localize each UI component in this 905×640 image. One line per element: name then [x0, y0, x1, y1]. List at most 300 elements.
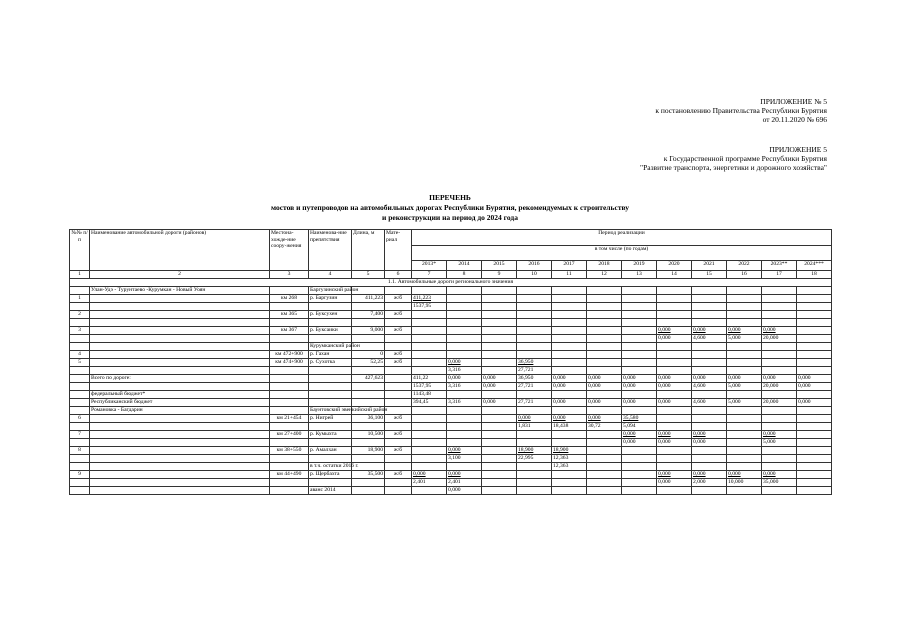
table-cell: 2,401	[412, 479, 447, 487]
table-cell: ж/б	[385, 327, 412, 335]
table-cell	[447, 343, 482, 351]
table-cell: 0,000	[727, 327, 762, 335]
table-cell: 1537,95	[412, 383, 447, 391]
column-number: 12	[587, 271, 622, 279]
table-cell	[657, 463, 692, 471]
column-number: 5	[352, 271, 385, 279]
table-cell	[727, 295, 762, 303]
table-cell	[552, 391, 587, 399]
table-cell	[90, 311, 270, 319]
table-cell	[622, 455, 657, 463]
table-cell	[309, 479, 352, 487]
year-header: 2017	[552, 261, 587, 271]
table-cell	[727, 423, 762, 431]
table-cell: р. Кумыхта	[309, 431, 352, 439]
table-cell	[762, 311, 797, 319]
table-cell	[657, 391, 692, 399]
table-row	[70, 375, 832, 383]
table-cell	[447, 303, 482, 311]
table-cell	[692, 343, 727, 351]
table-row	[70, 455, 832, 463]
table-cell	[552, 335, 587, 343]
table-cell	[587, 455, 622, 463]
table-cell	[352, 455, 385, 463]
table-cell	[552, 367, 587, 375]
table-cell	[727, 447, 762, 455]
table-cell	[797, 351, 832, 359]
table-cell	[482, 479, 517, 487]
table-cell	[552, 327, 587, 335]
table-cell: км 474+900	[270, 359, 309, 367]
table-cell: 0,000	[727, 375, 762, 383]
table-cell	[412, 463, 447, 471]
document-title	[120, 193, 780, 223]
table-cell	[447, 391, 482, 399]
table-cell	[90, 447, 270, 455]
table-cell	[692, 303, 727, 311]
table-cell: 52,25	[352, 359, 385, 367]
table-cell	[385, 455, 412, 463]
appendix-program-line2: к Государственной программе Республики Бурятия	[663, 154, 827, 163]
table-cell: 427,623	[352, 375, 385, 383]
table-cell	[412, 447, 447, 455]
table-cell	[352, 399, 385, 407]
table-cell: км 38+550	[270, 447, 309, 455]
header-length: Длина, м	[352, 230, 385, 271]
column-number: 6	[385, 271, 412, 279]
table-cell: 35,000	[762, 479, 797, 487]
table-cell: 1537,95	[412, 303, 447, 311]
table-cell	[70, 391, 90, 399]
table-cell	[587, 295, 622, 303]
table-cell	[270, 335, 309, 343]
table-cell	[447, 351, 482, 359]
table-cell	[762, 407, 797, 415]
table-cell	[727, 359, 762, 367]
table-cell	[270, 391, 309, 399]
table-cell	[309, 439, 352, 447]
table-cell: 411,22	[412, 375, 447, 383]
table-cell	[70, 407, 90, 415]
table-cell: 0,000	[447, 375, 482, 383]
table-cell: 0,000	[657, 479, 692, 487]
table-cell	[352, 479, 385, 487]
table-cell: Баунтовский эвенкийский район	[310, 407, 388, 413]
table-cell	[385, 439, 412, 447]
table-cell	[90, 367, 270, 375]
table-cell	[657, 343, 692, 351]
table-cell	[352, 383, 385, 391]
table-cell	[482, 287, 517, 295]
table-cell	[727, 351, 762, 359]
table-cell: 0,000	[657, 327, 692, 335]
table-cell: 22,995	[517, 455, 552, 463]
table-cell: 9	[70, 471, 90, 479]
table-cell	[692, 487, 727, 495]
title-line2: мостов и путепроводов на автомобильных дорогах Республики Бурятия, рекомендуемых к строительству	[270, 203, 630, 212]
table-cell	[447, 295, 482, 303]
table-cell: 0,000	[587, 375, 622, 383]
table-cell	[385, 423, 412, 431]
table-cell: 36,100	[352, 415, 385, 423]
table-cell	[622, 471, 657, 479]
appendix-program-header	[640, 145, 827, 172]
year-header: 2018	[587, 261, 622, 271]
table-cell: 0	[352, 351, 385, 359]
table-cell	[622, 463, 657, 471]
table-cell	[692, 423, 727, 431]
table-cell	[587, 287, 622, 295]
section-row	[70, 279, 832, 287]
table-cell: р. Амалхан	[309, 447, 352, 455]
table-cell: Всего по дороге:	[90, 375, 270, 383]
table-cell	[797, 439, 832, 447]
table-cell: 0,000	[447, 447, 482, 455]
table-cell: 7	[70, 431, 90, 439]
table-cell: аванс 2014	[309, 487, 352, 495]
table-cell	[70, 479, 90, 487]
table-cell	[70, 319, 90, 327]
table-cell	[657, 303, 692, 311]
table-cell	[447, 287, 482, 295]
column-number-row	[70, 271, 832, 279]
table-cell	[517, 479, 552, 487]
table-cell	[517, 287, 552, 295]
table-cell	[692, 391, 727, 399]
table-cell	[352, 439, 385, 447]
table-cell	[587, 391, 622, 399]
table-cell	[692, 447, 727, 455]
table-cell	[622, 303, 657, 311]
table-cell	[587, 471, 622, 479]
table-cell	[70, 463, 90, 471]
table-row	[70, 471, 832, 479]
table-cell: км 21+454	[270, 415, 309, 423]
table-cell	[385, 287, 412, 295]
table-cell	[90, 383, 270, 391]
header-period: Период реализации	[412, 230, 832, 246]
table-cell	[385, 383, 412, 391]
table-cell	[70, 303, 90, 311]
table-cell	[587, 343, 622, 351]
table-cell	[412, 311, 447, 319]
table-cell	[622, 407, 657, 415]
table-cell	[309, 455, 352, 463]
table-cell	[692, 367, 727, 375]
header-num: №№ п/п	[70, 230, 90, 271]
table-cell	[552, 343, 587, 351]
table-cell	[797, 303, 832, 311]
table-cell	[797, 447, 832, 455]
table-cell: ж/б	[385, 415, 412, 423]
table-cell	[797, 319, 832, 327]
table-cell	[622, 335, 657, 343]
table-cell	[270, 375, 309, 383]
table-cell: Республиканский бюджет	[90, 399, 270, 407]
table-cell: Романовка - Багдарин	[90, 407, 270, 415]
table-cell: Курумканский район	[310, 343, 360, 349]
table-cell	[727, 311, 762, 319]
title-line1: ПЕРЕЧЕНЬ	[429, 193, 471, 202]
table-cell	[309, 391, 352, 399]
table-cell	[270, 487, 309, 495]
table-cell	[517, 463, 552, 471]
table-cell	[70, 487, 90, 495]
table-cell	[797, 479, 832, 487]
table-cell: 394,45	[412, 399, 447, 407]
table-cell	[587, 367, 622, 375]
table-cell	[482, 327, 517, 335]
table-cell	[70, 455, 90, 463]
year-header: 2024***	[797, 261, 832, 271]
table-cell	[552, 439, 587, 447]
table-row	[70, 335, 832, 343]
table-cell	[90, 487, 270, 495]
table-cell	[622, 479, 657, 487]
table-cell: р. Буксухен	[309, 311, 352, 319]
table-cell: 5,000	[727, 399, 762, 407]
table-cell	[352, 335, 385, 343]
column-number: 16	[727, 271, 762, 279]
table-row	[70, 415, 832, 423]
table-cell	[385, 487, 412, 495]
table-cell	[727, 431, 762, 439]
year-header: 2023**	[762, 261, 797, 271]
table-row	[70, 351, 832, 359]
table-cell: федеральный бюджет*	[90, 391, 270, 399]
table-row	[70, 295, 832, 303]
table-cell	[70, 335, 90, 343]
table-cell: 0,000	[657, 431, 692, 439]
table-cell	[385, 303, 412, 311]
table-cell	[657, 287, 692, 295]
table-cell: 411,223	[412, 295, 447, 303]
table-cell: км 472+900	[270, 351, 309, 359]
table-cell	[90, 343, 270, 351]
table-cell	[517, 311, 552, 319]
appendix-5-line3: от 20.11.2020 № 696	[762, 115, 827, 124]
table-cell	[412, 407, 447, 415]
table-cell	[622, 295, 657, 303]
table-cell	[352, 319, 385, 327]
table-cell	[692, 359, 727, 367]
table-cell: р. Нигрей	[309, 415, 352, 423]
table-cell	[90, 303, 270, 311]
table-cell	[727, 455, 762, 463]
column-number: 1	[70, 271, 90, 279]
table-cell	[517, 431, 552, 439]
table-cell	[762, 287, 797, 295]
table-cell	[90, 439, 270, 447]
table-row	[70, 399, 832, 407]
table-cell	[657, 487, 692, 495]
table-cell: 2,000	[692, 479, 727, 487]
table-cell: 0,000	[622, 439, 657, 447]
column-number: 8	[447, 271, 482, 279]
table-cell: 0,000	[727, 471, 762, 479]
table-cell	[482, 311, 517, 319]
table-cell: 0,000	[622, 431, 657, 439]
table-cell	[797, 471, 832, 479]
table-row	[70, 439, 832, 447]
table-cell: 0,000	[692, 375, 727, 383]
table-cell	[762, 455, 797, 463]
table-cell	[309, 375, 352, 383]
table-cell: 0,000	[622, 375, 657, 383]
table-cell: 0,000	[622, 383, 657, 391]
table-cell	[587, 439, 622, 447]
table-cell	[90, 351, 270, 359]
table-cell: 0,000	[657, 399, 692, 407]
table-cell	[622, 311, 657, 319]
table-cell	[385, 367, 412, 375]
header-by-years: в том числе (по годам)	[412, 245, 832, 261]
table-cell: 0,000	[587, 399, 622, 407]
table-cell	[657, 367, 692, 375]
table-cell	[657, 351, 692, 359]
table-cell	[517, 351, 552, 359]
table-cell	[552, 287, 587, 295]
table-cell	[352, 391, 385, 399]
table-cell: 27,721	[517, 367, 552, 375]
table-cell	[727, 367, 762, 375]
table-cell	[352, 487, 385, 495]
table-cell	[447, 335, 482, 343]
column-number: 9	[482, 271, 517, 279]
table-cell	[385, 463, 412, 471]
table-row	[70, 311, 832, 319]
table-cell	[90, 415, 270, 423]
table-row	[70, 383, 832, 391]
table-cell	[727, 319, 762, 327]
table-cell	[90, 359, 270, 367]
table-cell	[657, 423, 692, 431]
table-cell	[412, 343, 447, 351]
table-cell	[657, 455, 692, 463]
table-cell: 10,000	[727, 479, 762, 487]
table-cell: Улан-Удэ - Турунтаево -Курумкан - Новый Уоян	[90, 287, 270, 295]
table-cell: 0,000	[447, 471, 482, 479]
table-cell	[270, 399, 309, 407]
table-cell: 18,900	[517, 447, 552, 455]
table-cell	[447, 311, 482, 319]
table-cell	[90, 423, 270, 431]
table-cell	[762, 359, 797, 367]
table-cell	[797, 367, 832, 375]
table-cell: 4,600	[692, 383, 727, 391]
table-cell	[762, 343, 797, 351]
table-cell	[482, 439, 517, 447]
table-cell	[90, 463, 270, 471]
table-row	[70, 431, 832, 439]
year-header: 2014	[447, 261, 482, 271]
table-cell	[727, 407, 762, 415]
table-cell	[385, 391, 412, 399]
table-cell	[692, 463, 727, 471]
table-cell: 0,000	[692, 431, 727, 439]
table-cell	[447, 327, 482, 335]
table-cell	[622, 447, 657, 455]
year-header: 2022	[727, 261, 762, 271]
table-cell: 36,950	[517, 359, 552, 367]
table-cell	[309, 399, 352, 407]
table-cell	[727, 439, 762, 447]
table-cell: 7,400	[352, 311, 385, 319]
table-cell	[587, 463, 622, 471]
section-title: 1.1. Автомобильные дороги регионального значения	[70, 279, 832, 287]
table-cell: 0,000	[552, 399, 587, 407]
table-cell: 2	[70, 311, 90, 319]
column-number: 13	[622, 271, 657, 279]
table-cell	[270, 367, 309, 375]
table-cell	[482, 471, 517, 479]
table-cell	[447, 423, 482, 431]
table-cell	[692, 287, 727, 295]
title-line3: и реконструкции на период до 2024 года	[382, 213, 518, 222]
table-cell	[587, 407, 622, 415]
table-cell	[517, 391, 552, 399]
table-cell	[412, 367, 447, 375]
table-cell	[70, 423, 90, 431]
header-location: Местона-хожде-ние соору-жения	[270, 230, 309, 271]
column-number: 11	[552, 271, 587, 279]
table-cell	[797, 287, 832, 295]
table-cell: 35,500	[352, 471, 385, 479]
table-cell	[622, 319, 657, 327]
table-cell	[587, 487, 622, 495]
table-cell: 5,000	[762, 439, 797, 447]
table-cell: 0,000	[797, 375, 832, 383]
table-cell: 0,000	[657, 471, 692, 479]
table-cell: 20,000	[762, 383, 797, 391]
table-cell	[517, 319, 552, 327]
table-cell: 0,000	[762, 375, 797, 383]
table-cell	[797, 455, 832, 463]
table-cell	[692, 415, 727, 423]
table-cell	[70, 383, 90, 391]
column-number: 4	[309, 271, 352, 279]
table-cell	[657, 415, 692, 423]
table-cell	[762, 487, 797, 495]
table-cell	[727, 463, 762, 471]
table-cell: км 367	[270, 327, 309, 335]
appendix-5-header	[655, 97, 827, 124]
table-cell: 18,438	[552, 423, 587, 431]
table-cell: 10,500	[352, 431, 385, 439]
table-cell	[270, 287, 309, 295]
table-cell	[412, 327, 447, 335]
table-cell	[70, 343, 90, 351]
table-cell	[412, 319, 447, 327]
table-cell	[552, 407, 587, 415]
appendix-5-title: ПРИЛОЖЕНИЕ № 5	[760, 97, 827, 106]
table-cell	[797, 463, 832, 471]
table-cell: 5,000	[727, 335, 762, 343]
table-cell: 12,363	[552, 463, 587, 471]
table-cell	[692, 319, 727, 327]
table-row	[70, 487, 832, 495]
table-cell	[552, 359, 587, 367]
table-cell: 18,900	[552, 447, 587, 455]
table-cell	[622, 287, 657, 295]
table-cell: р. Баргузин	[309, 295, 352, 303]
table-cell	[622, 487, 657, 495]
table-cell	[270, 383, 309, 391]
table-cell	[797, 295, 832, 303]
table-cell: р. Буксаики	[309, 327, 352, 335]
table-cell	[270, 423, 309, 431]
column-number: 10	[517, 271, 552, 279]
